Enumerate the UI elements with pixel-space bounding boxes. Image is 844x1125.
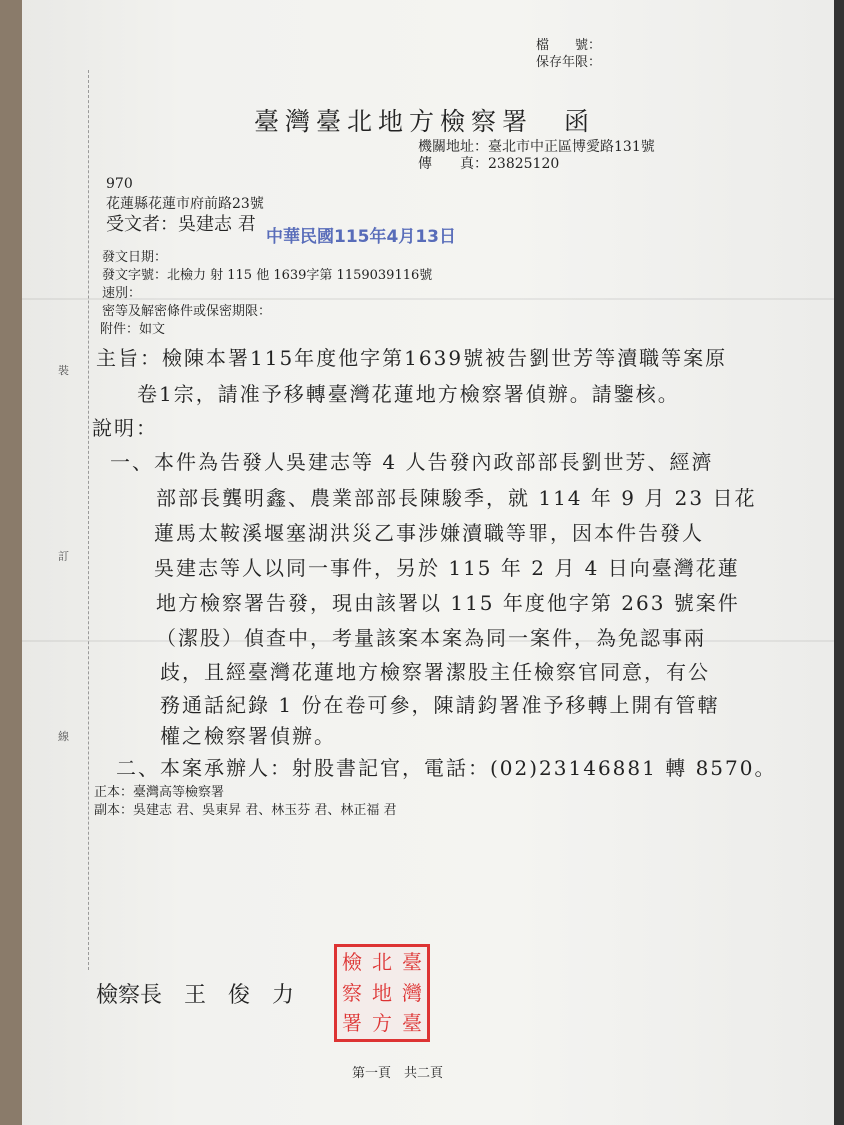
attachment: 附件：如文 bbox=[100, 322, 166, 337]
document-title: 臺灣臺北地方檢察署 函 bbox=[254, 107, 596, 136]
margin-mark: 線 bbox=[58, 730, 69, 743]
agency-fax: 傳 真：23825120 bbox=[418, 156, 560, 172]
secrecy: 密等及解密條件或保密期限： bbox=[102, 304, 272, 319]
issue-date: 發文日期： bbox=[102, 250, 168, 265]
speed: 速別： bbox=[102, 286, 142, 301]
recipient-address: 花蓮縣花蓮市府前路23號 bbox=[106, 196, 264, 212]
item-1-line: 一、本件為告發人吳建志等 4 人告發內政部部長劉世芳、經濟 bbox=[110, 450, 714, 474]
binding-line bbox=[88, 70, 89, 970]
background-edge bbox=[834, 0, 844, 1125]
item-1-line: 權之檢察署偵辦。 bbox=[160, 724, 336, 748]
subject-line: 主旨：檢陳本署115年度他字第1639號被告劉世芳等瀆職等案原 bbox=[96, 346, 728, 370]
page-number: 第一頁 共二頁 bbox=[352, 1066, 444, 1081]
item-1-line: 蓮馬太鞍溪堰塞湖洪災乙事涉嫌瀆職等罪，因本件告發人 bbox=[154, 521, 704, 545]
item-1-line: 部部長龔明鑫、農業部部長陳駿季，就 114 年 9 月 23 日花 bbox=[156, 486, 757, 510]
recipient-zip: 970 bbox=[106, 176, 133, 192]
copy-recipients: 副本：吳建志 君、吳東昇 君、林玉芬 君、林正福 君 bbox=[94, 803, 397, 818]
explanation-label: 說明： bbox=[92, 416, 158, 440]
signature: 檢察長 王 俊 力 bbox=[96, 983, 295, 1008]
margin-mark: 裝 bbox=[58, 364, 69, 377]
document-page bbox=[22, 0, 834, 1125]
original-recipient: 正本：臺灣高等檢察署 bbox=[94, 785, 225, 800]
recipient-name: 受文者：吳建志 君 bbox=[106, 214, 256, 235]
item-2: 二、本案承辦人：射股書記官，電話：(02)23146881 轉 8570。 bbox=[116, 756, 777, 780]
item-1-line: （潔股）偵查中，考量該案本案為同一案件，為免認事兩 bbox=[156, 626, 706, 650]
item-1-line: 吳建志等人以同一事件，另於 115 年 2 月 4 日向臺灣花蓮 bbox=[154, 556, 740, 580]
issue-number: 發文字號：北檢力 射 115 他 1639字第 1159039116號 bbox=[102, 268, 433, 283]
retention-period: 保存年限： bbox=[536, 55, 602, 70]
margin-mark: 訂 bbox=[58, 550, 69, 563]
received-date-stamp: 中華民國115年4月13日 bbox=[266, 227, 456, 247]
official-seal: 檢 北 臺 察 地 灣 署 方 臺 bbox=[334, 944, 430, 1042]
item-1-line: 地方檢察署告發，現由該署以 115 年度他字第 263 號案件 bbox=[156, 591, 740, 615]
file-number: 檔 號： bbox=[536, 38, 602, 53]
item-1-line: 務通話紀錄 1 份在卷可參，陳請鈞署准予移轉上開有管轄 bbox=[160, 693, 720, 717]
subject-line: 卷1宗，請准予移轉臺灣花蓮地方檢察署偵辦。請鑒核。 bbox=[137, 382, 680, 406]
agency-address: 機關地址：臺北市中正區博愛路131號 bbox=[418, 139, 655, 155]
item-1-line: 歧，且經臺灣花蓮地方檢察署潔股主任檢察官同意，有公 bbox=[160, 660, 710, 684]
